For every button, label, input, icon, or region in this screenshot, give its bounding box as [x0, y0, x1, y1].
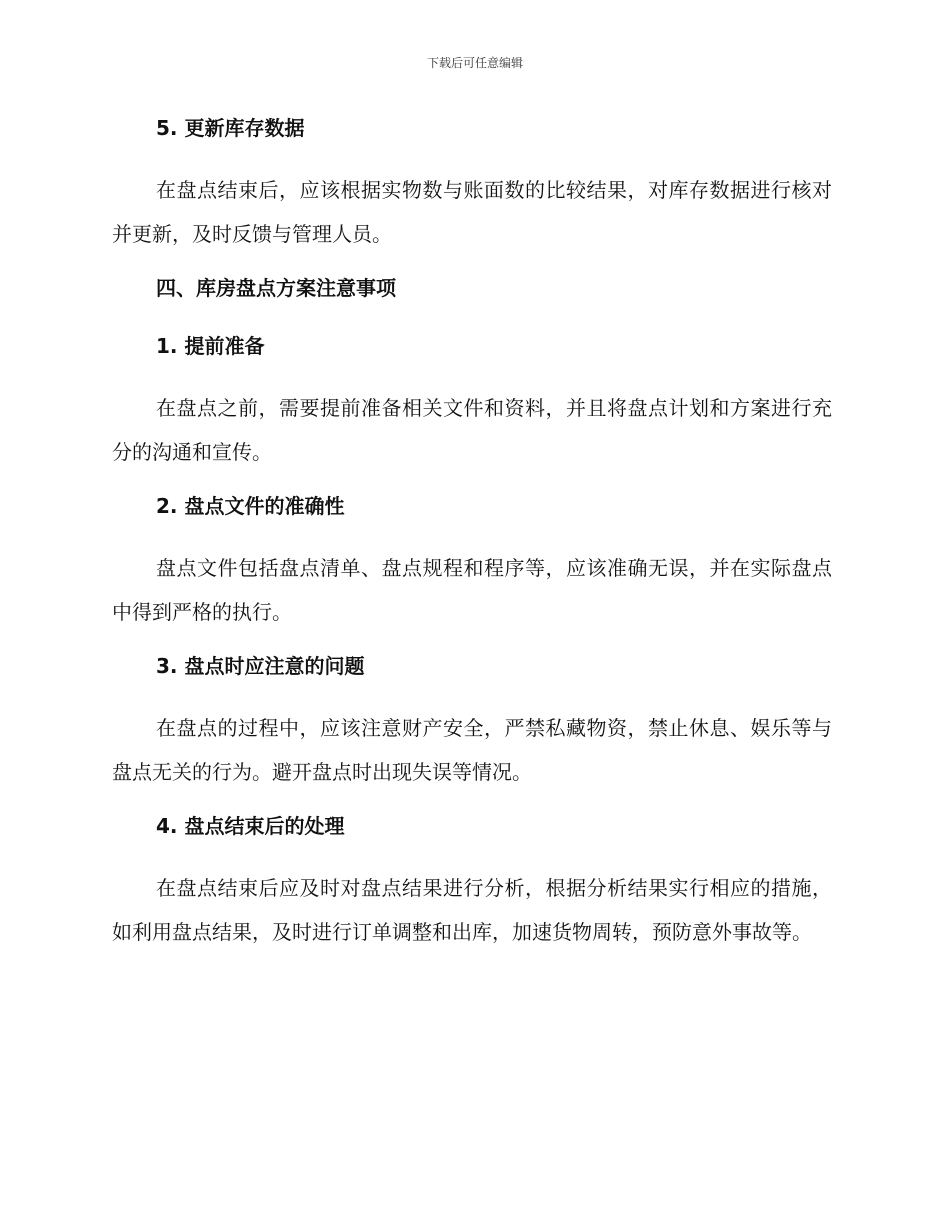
section-heading-issues-during-count: 3. 盘点时应注意的问题 [156, 654, 365, 678]
paragraph-post-count-handling: 在盘点结束后应及时对盘点结果进行分析，根据分析结果实行相应的措施，如利用盘点结果，及时进行订单调整和出库，加速货物周转，预防意外事故等。 [112, 876, 832, 944]
paragraph-advance-preparation: 在盘点之前，需要提前准备相关文件和资料，并且将盘点计划和方案进行充分的沟通和宣传。 [112, 396, 832, 464]
paragraph-issues-during-count: 在盘点的过程中，应该注意财产安全，严禁私藏物资，禁止休息、娱乐等与盘点无关的行为。避开盘点时出现失误等情况。 [112, 716, 832, 784]
page-header-note: 下载后可任意编辑 [426, 56, 523, 70]
document-body [112, 110, 832, 968]
paragraph-update-inventory: 在盘点结束后，应该根据实物数与账面数的比较结果，对库存数据进行核对并更新，及时反馈与管理人员。 [112, 178, 832, 246]
section-heading-update-inventory: 5. 更新库存数据 [156, 116, 305, 140]
chapter-heading-precautions: 四、库房盘点方案注意事项 [156, 276, 396, 300]
paragraph-document-accuracy: 盘点文件包括盘点清单、盘点规程和程序等，应该准确无误，并在实际盘点中得到严格的执行。 [112, 556, 832, 624]
section-heading-advance-preparation: 1. 提前准备 [156, 334, 265, 358]
section-heading-post-count-handling: 4. 盘点结束后的处理 [156, 814, 345, 838]
section-heading-document-accuracy: 2. 盘点文件的准确性 [156, 494, 345, 518]
